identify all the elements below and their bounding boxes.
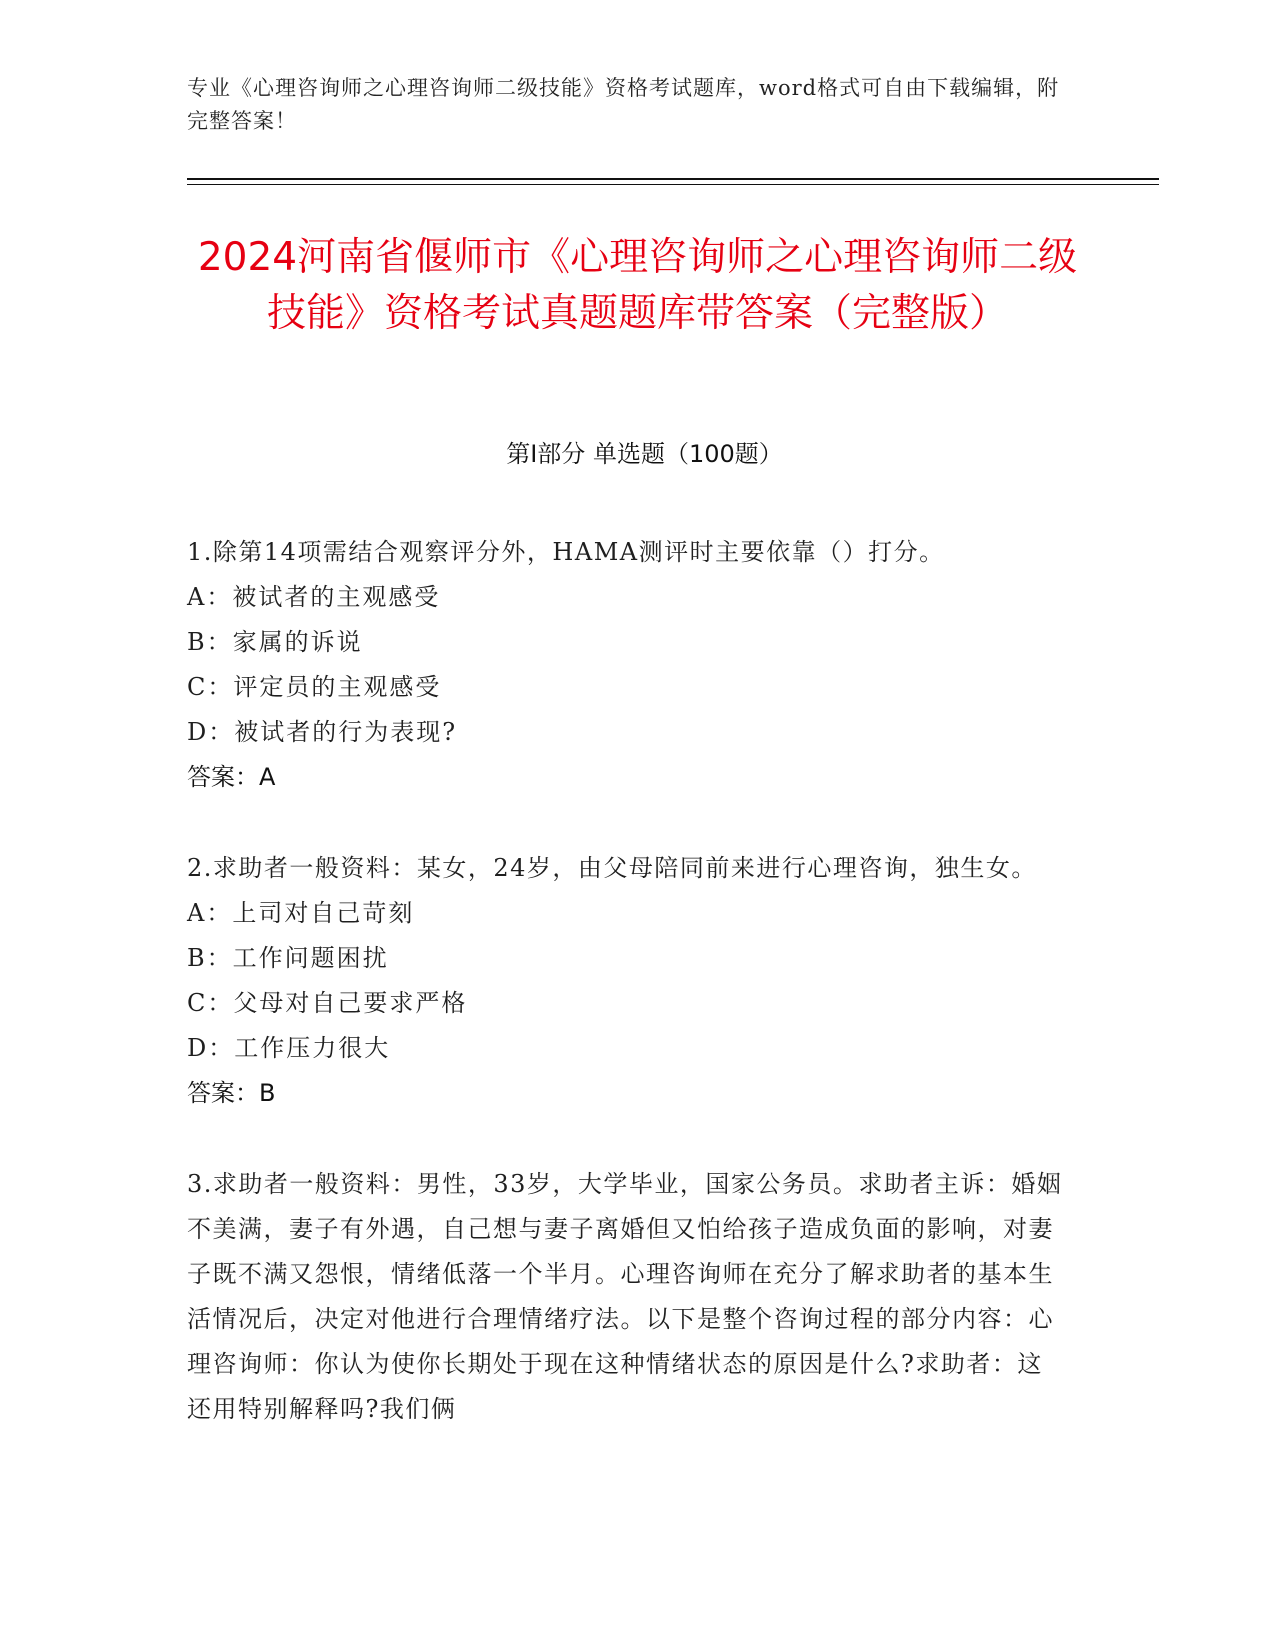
option-d: D：工作压力很大 bbox=[187, 1034, 391, 1062]
question-2 bbox=[187, 846, 1067, 1116]
header-rule-thin bbox=[187, 184, 1159, 185]
option-a: A：被试者的主观感受 bbox=[187, 583, 441, 611]
question-stem: 2.求助者一般资料：某女，24岁，由父母陪同前来进行心理咨询，独生女。 bbox=[187, 854, 1037, 882]
question-1 bbox=[187, 530, 1067, 800]
question-list bbox=[187, 530, 1067, 1478]
option-b: B：家属的诉说 bbox=[187, 628, 363, 656]
document-title: 2024河南省偃师市《心理咨询师之心理咨询师二级技能》资格考试真题题库带答案（完整版） bbox=[197, 235, 1078, 336]
header-note: 专业《心理咨询师之心理咨询师二级技能》资格考试题库，word格式可自由下载编辑，附完整答案！ bbox=[187, 76, 1060, 133]
answer: 答案：A bbox=[187, 763, 276, 791]
option-c: C：评定员的主观感受 bbox=[187, 673, 442, 701]
option-c: C：父母对自己要求严格 bbox=[187, 989, 468, 1017]
option-d: D：被试者的行为表现? bbox=[187, 718, 458, 746]
question-stem: 3.求助者一般资料：男性，33岁，大学毕业，国家公务员。求助者主诉：婚姻不美满，妻子有外遇，自己想与妻子离婚但又怕给孩子造成负面的影响，对妻子既不满又怨恨，情绪低落一个半月。心理咨询师在充分了解求助者的基本生活情况后，决定对他进行合理情绪疗法。以下是整个咨询过程的部分内容：心理咨询师：你认为使你长期处于现在这种情绪状态的原因是什么?求助者：这还用特别解释吗?我们俩 bbox=[187, 1170, 1063, 1423]
answer: 答案：B bbox=[187, 1079, 276, 1107]
header-rule-thick bbox=[187, 178, 1159, 180]
option-a: A：上司对自己苛刻 bbox=[187, 899, 415, 927]
question-stem: 1.除第14项需结合观察评分外，HAMA测评时主要依靠（）打分。 bbox=[187, 538, 945, 566]
question-3 bbox=[187, 1162, 1067, 1432]
section-heading: 第I部分 单选题（100题） bbox=[506, 440, 783, 468]
option-b: B：工作问题困扰 bbox=[187, 944, 389, 972]
